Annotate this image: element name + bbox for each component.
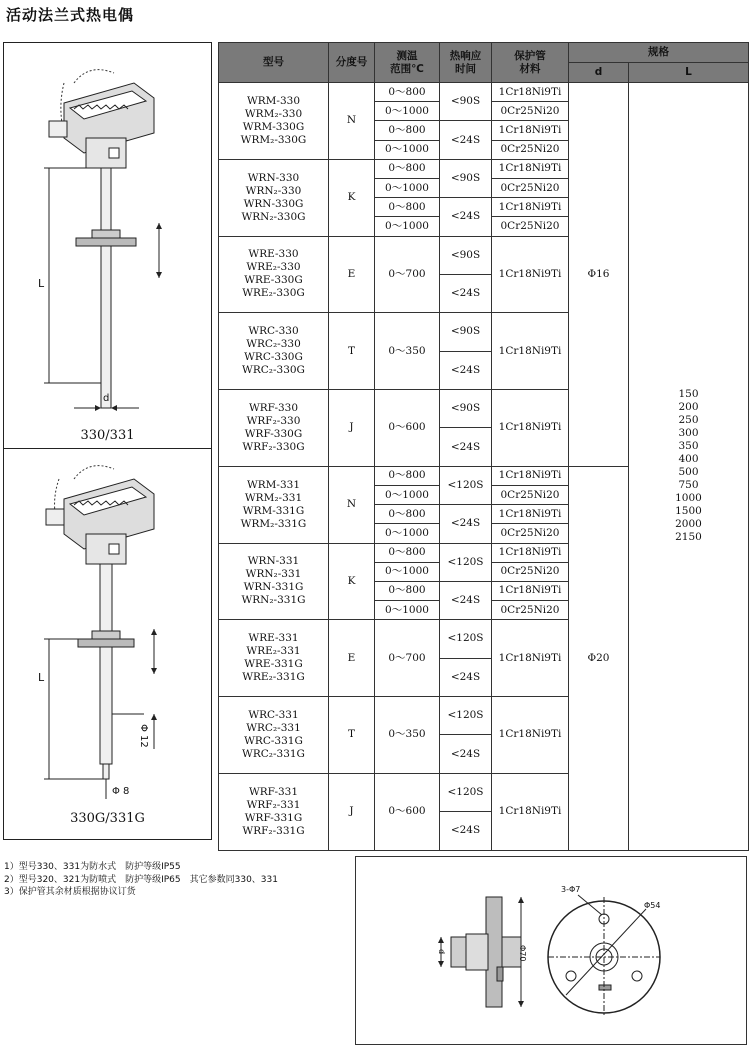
- response-cell: <90S: [440, 236, 492, 274]
- flange-bore-label: d: [437, 949, 446, 955]
- model-name: WRC₂-331: [246, 721, 301, 734]
- model-name: WRC₂-330: [246, 338, 301, 351]
- drawing-panel-330g: [3, 448, 212, 840]
- L-value: 2150: [675, 531, 702, 544]
- L-value: 200: [678, 401, 699, 414]
- L-value: 400: [678, 453, 699, 466]
- range-cell: 0～700: [375, 620, 440, 697]
- range-cell: 0～350: [375, 697, 440, 774]
- header-L: L: [629, 63, 749, 83]
- range-cell: 0～1000: [375, 217, 440, 236]
- header-model: 型号: [219, 43, 329, 83]
- L-value: 150: [678, 388, 699, 401]
- model-cell: [219, 620, 329, 697]
- model-name: WRM-330: [246, 94, 301, 107]
- d-value-cell: Φ20: [569, 466, 629, 850]
- model-cell: [219, 697, 329, 774]
- model-name: WRE-331G: [244, 658, 303, 671]
- thermocouple-drawing: [4, 43, 211, 448]
- header-d: d: [569, 63, 629, 83]
- response-cell: <24S: [440, 658, 492, 696]
- range-cell: 0～800: [375, 159, 440, 178]
- material-cell: 1Cr18Ni9Ti: [492, 505, 569, 524]
- range-cell: 0～1000: [375, 140, 440, 159]
- drawing-panel-330: [3, 42, 212, 449]
- flange-outer-label: Φ70: [518, 945, 527, 962]
- model-name: WRF-331G: [244, 811, 303, 824]
- material-cell: 1Cr18Ni9Ti: [492, 620, 569, 697]
- L-value: 1500: [675, 505, 702, 518]
- range-cell: 0～800: [375, 581, 440, 600]
- material-cell: 1Cr18Ni9Ti: [492, 697, 569, 774]
- material-cell: 1Cr18Ni9Ti: [492, 83, 569, 102]
- range-cell: 0～600: [375, 773, 440, 850]
- model-name: WRF₂-331: [246, 798, 301, 811]
- flange-drawing: [355, 856, 747, 1045]
- L-value: 2000: [675, 518, 702, 531]
- model-name: WRM-331G: [242, 504, 305, 517]
- material-cell: 1Cr18Ni9Ti: [492, 390, 569, 467]
- model-name: WRN-330G: [243, 197, 304, 210]
- material-cell: 1Cr18Ni9Ti: [492, 581, 569, 600]
- model-name: WRC-330G: [244, 351, 303, 364]
- response-cell: <24S: [440, 121, 492, 159]
- model-cell: [219, 466, 329, 543]
- model-name: WRM₂-330: [244, 107, 303, 120]
- response-cell: <24S: [440, 198, 492, 236]
- note-item: 2）型号320、321为防喷式 防护等级IP65 其它参数同330、331: [4, 874, 278, 885]
- header-graduation: 分度号: [329, 43, 375, 83]
- model-name: WRC-331: [248, 708, 299, 721]
- model-name: WRF₂-330: [246, 414, 301, 427]
- graduation-cell: E: [329, 236, 375, 313]
- material-cell: 0Cr25Ni20: [492, 601, 569, 620]
- L-value: 750: [678, 479, 699, 492]
- header-range: 测温 范围℃: [375, 43, 440, 83]
- material-cell: 1Cr18Ni9Ti: [492, 159, 569, 178]
- response-cell: <24S: [440, 505, 492, 543]
- material-cell: 0Cr25Ni20: [492, 102, 569, 121]
- L-value: 500: [678, 466, 699, 479]
- response-cell: <120S: [440, 697, 492, 735]
- model-cell: [219, 313, 329, 390]
- model-name: WRC-331G: [244, 734, 303, 747]
- material-cell: 1Cr18Ni9Ti: [492, 773, 569, 850]
- L-value: 300: [678, 427, 699, 440]
- model-name: WRN-330: [247, 171, 300, 184]
- flange-holes-label: 3-Φ7: [561, 885, 581, 894]
- notes: [4, 861, 278, 899]
- L-value: 1000: [675, 492, 702, 505]
- response-cell: <90S: [440, 159, 492, 197]
- model-name: WRF-330: [248, 401, 299, 414]
- range-cell: 0～800: [375, 505, 440, 524]
- note-item: 3）保护管其余材质根据协议订货: [4, 887, 136, 897]
- model-name: WRE-331: [248, 632, 299, 645]
- graduation-cell: T: [329, 313, 375, 390]
- length-label: L: [38, 277, 45, 290]
- L-values-cell: [629, 83, 749, 851]
- model-name: WRE₂-330: [246, 261, 301, 274]
- table-row: [219, 83, 749, 102]
- model-name: WRE-330G: [244, 274, 303, 287]
- graduation-cell: J: [329, 390, 375, 467]
- model-name: WRF-330G: [244, 427, 303, 440]
- thermocouple-drawing: [4, 449, 211, 839]
- graduation-cell: N: [329, 83, 375, 160]
- model-name: WRE₂-330G: [242, 287, 305, 300]
- diameter-label: d: [103, 393, 110, 404]
- range-cell: 0～700: [375, 236, 440, 313]
- graduation-cell: T: [329, 697, 375, 774]
- model-cell: [219, 159, 329, 236]
- model-name: WRN₂-330: [245, 184, 302, 197]
- response-cell: <120S: [440, 543, 492, 581]
- flange-pcd-label: Φ54: [644, 901, 661, 910]
- model-name: WRC₂-330G: [242, 364, 305, 377]
- response-cell: <24S: [440, 735, 492, 773]
- response-cell: <120S: [440, 773, 492, 811]
- graduation-cell: K: [329, 543, 375, 620]
- range-cell: 0～800: [375, 466, 440, 485]
- L-value: 350: [678, 440, 699, 453]
- material-cell: 1Cr18Ni9Ti: [492, 313, 569, 390]
- material-cell: 0Cr25Ni20: [492, 524, 569, 543]
- material-cell: 0Cr25Ni20: [492, 485, 569, 504]
- range-cell: 0～1000: [375, 102, 440, 121]
- spec-body: [219, 83, 749, 851]
- range-cell: 0～1000: [375, 601, 440, 620]
- model-name: WRM₂-331: [244, 491, 303, 504]
- note-item: 1）型号330、331为防水式 防护等级IP55: [4, 862, 181, 872]
- response-cell: <120S: [440, 620, 492, 658]
- range-cell: 0～1000: [375, 562, 440, 581]
- model-name: WRF₂-331G: [242, 824, 305, 837]
- range-cell: 0～350: [375, 313, 440, 390]
- header-spec: 规格: [569, 43, 749, 63]
- response-cell: <24S: [440, 351, 492, 389]
- model-name: WRN-331G: [243, 581, 304, 594]
- range-cell: 0～600: [375, 390, 440, 467]
- material-cell: 1Cr18Ni9Ti: [492, 543, 569, 562]
- large-diameter-label: Φ 12: [138, 724, 149, 748]
- range-cell: 0～800: [375, 121, 440, 140]
- response-cell: <24S: [440, 581, 492, 619]
- model-cell: [219, 83, 329, 160]
- model-cell: [219, 390, 329, 467]
- model-name: WRC-330: [248, 325, 299, 338]
- graduation-cell: N: [329, 466, 375, 543]
- model-name: WRF-331: [248, 785, 299, 798]
- material-cell: 1Cr18Ni9Ti: [492, 236, 569, 313]
- model-name: WRE-330: [248, 248, 299, 261]
- material-cell: 0Cr25Ni20: [492, 217, 569, 236]
- panel-caption: 330G/331G: [70, 811, 145, 826]
- material-cell: 1Cr18Ni9Ti: [492, 198, 569, 217]
- model-name: WRN₂-330G: [241, 210, 306, 223]
- length-label: L: [38, 671, 45, 684]
- model-name: WRN₂-331G: [241, 594, 306, 607]
- range-cell: 0～800: [375, 543, 440, 562]
- response-cell: <120S: [440, 466, 492, 504]
- model-cell: [219, 236, 329, 313]
- model-name: WRC₂-331G: [242, 747, 305, 760]
- material-cell: 1Cr18Ni9Ti: [492, 466, 569, 485]
- header-response: 热响应 时间: [440, 43, 492, 83]
- range-cell: 0～800: [375, 83, 440, 102]
- model-name: WRM₂-330G: [240, 133, 307, 146]
- range-cell: 0～1000: [375, 524, 440, 543]
- d-value-cell: Φ16: [569, 83, 629, 467]
- model-name: WRM-331: [246, 478, 301, 491]
- page-title: 活动法兰式热电偶: [6, 6, 135, 24]
- model-name: WRE₂-331: [246, 645, 301, 658]
- panel-caption: 330/331: [80, 428, 135, 443]
- model-name: WRN-331: [247, 555, 300, 568]
- model-cell: [219, 543, 329, 620]
- range-cell: 0～1000: [375, 178, 440, 197]
- model-name: WRF₂-330G: [242, 440, 305, 453]
- graduation-cell: K: [329, 159, 375, 236]
- spec-table: [218, 42, 749, 851]
- response-cell: <90S: [440, 83, 492, 121]
- graduation-cell: J: [329, 773, 375, 850]
- model-name: WRM₂-331G: [240, 517, 307, 530]
- response-cell: <90S: [440, 313, 492, 351]
- small-diameter-label: Φ 8: [112, 786, 130, 797]
- material-cell: 0Cr25Ni20: [492, 140, 569, 159]
- model-name: WRE₂-331G: [242, 671, 305, 684]
- model-name: WRN₂-331: [245, 568, 302, 581]
- L-value: 250: [678, 414, 699, 427]
- response-cell: <24S: [440, 274, 492, 312]
- flange-svg: [356, 857, 746, 1044]
- response-cell: <24S: [440, 812, 492, 850]
- range-cell: 0～1000: [375, 485, 440, 504]
- response-cell: <24S: [440, 428, 492, 466]
- model-cell: [219, 773, 329, 850]
- material-cell: 1Cr18Ni9Ti: [492, 121, 569, 140]
- header-material: 保护管 材料: [492, 43, 569, 83]
- response-cell: <90S: [440, 390, 492, 428]
- graduation-cell: E: [329, 620, 375, 697]
- material-cell: 0Cr25Ni20: [492, 178, 569, 197]
- model-name: WRM-330G: [242, 120, 305, 133]
- material-cell: 0Cr25Ni20: [492, 562, 569, 581]
- range-cell: 0～800: [375, 198, 440, 217]
